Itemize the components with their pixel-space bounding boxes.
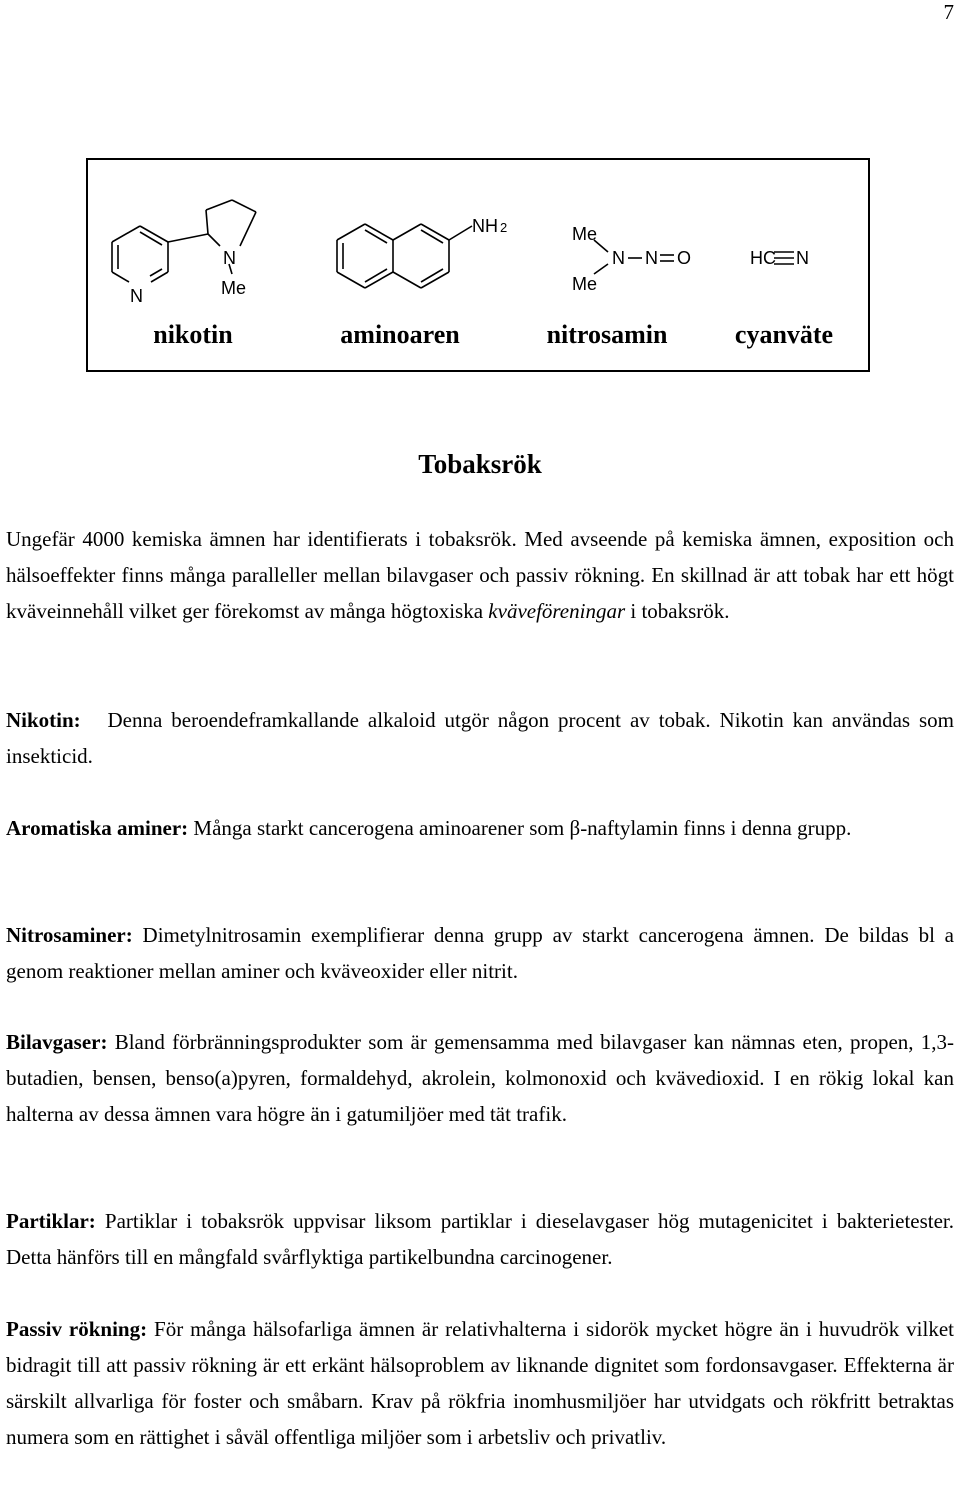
pyrrolidine-n-atom: N bbox=[223, 248, 236, 268]
intro-paragraph bbox=[6, 521, 954, 629]
section-heading: Aromatiska aminer: bbox=[6, 816, 189, 840]
label-cyanvate: cyanväte bbox=[734, 320, 834, 349]
page-title: Tobaksrök bbox=[418, 449, 542, 479]
hcn-hc: HC bbox=[750, 248, 776, 268]
chemical-structures-figure bbox=[86, 158, 870, 372]
intro-italic: kväveföreningar bbox=[488, 599, 626, 623]
section-heading: Partiklar: bbox=[6, 1209, 96, 1233]
amine-n-atom: N bbox=[612, 248, 625, 268]
section-heading: Bilavgaser: bbox=[6, 1030, 108, 1054]
section-nikotin bbox=[6, 702, 954, 774]
section-text: Bland förbränningsprodukter som är gemensamma med bilavgaser kan nämnas eten, propen, 1,3-butadien, bensen, benso(a)pyren, formaldehyd, akrolein, kolmonoxid och kvävedioxid. I en rökig lokal kan halterna av dessa ämnen vara högre än i gatumiljöer med tät trafik. bbox=[6, 1030, 954, 1126]
section-heading: Nikotin: bbox=[6, 708, 81, 732]
pyridine-ring bbox=[112, 226, 168, 282]
hcn-n-atom: N bbox=[796, 248, 809, 268]
section-text: Partiklar i tobaksrök uppvisar liksom partiklar i dieselavgaser hög mutagenicitet i bakterietester. Detta hänförs till en mångfald svårflyktiga partikelbundna carcinogener. bbox=[6, 1209, 955, 1269]
section-text: Denna beroendeframkallande alkaloid utgör någon procent av tobak. Nikotin kan användas som insekticid. bbox=[6, 708, 955, 768]
label-nitrosamin: nitrosamin bbox=[546, 320, 668, 349]
nitroso-n-atom: N bbox=[645, 248, 658, 268]
section-text: Dimetylnitrosamin exemplifierar denna grupp av starkt cancerogena ämnen. De bildas bl a genom reaktioner mellan aminer och kväveoxider eller nitrit. bbox=[6, 923, 955, 983]
page-number: 7 bbox=[943, 0, 954, 24]
label-nikotin: nikotin bbox=[153, 320, 233, 349]
methyl-bottom: Me bbox=[572, 274, 598, 294]
label-aminoaren: aminoaren bbox=[340, 320, 460, 349]
ring-connector-bond bbox=[168, 234, 208, 242]
section-heading: Passiv rökning: bbox=[6, 1317, 148, 1341]
intro-text-1: Ungefär 4000 kemiska ämnen har identifierats i tobaksrök. Med avseende på kemiska ämnen, exposition och hälsoeffekter finns många paralleller mellan bilavgaser och passiv rökning. En skillnad är att tobak har ett högt kväveinnehåll vilket ger förekomst av många högtoxiska bbox=[6, 527, 954, 623]
section-text: Många starkt cancerogena aminoarener som β-naftylamin finns i denna grupp. bbox=[193, 816, 852, 840]
section-heading: Nitrosaminer: bbox=[6, 923, 133, 947]
nicotine-methyl: Me bbox=[221, 278, 247, 298]
section-partiklar bbox=[6, 1203, 954, 1275]
section-nitrosaminer bbox=[6, 917, 954, 989]
intro-text-2: i tobaksrök. bbox=[630, 599, 730, 623]
methyl-top: Me bbox=[572, 224, 598, 244]
hcn-triple-bond bbox=[774, 252, 794, 264]
section-aromatiska-aminer bbox=[6, 810, 954, 846]
pyridine-n-atom: N bbox=[130, 286, 143, 306]
section-text: För många hälsofarliga ämnen är relativhalterna i sidorök mycket högre än i huvudrök vilket bidragit till att passiv rökning är ett erkänt hälsoproblem av liknande dignitet som fordonsavgaser. Effekterna är särskilt allvarliga för foster och småbarn. Krav på rökfria inomhusmiljöer har utvidgats och rökfritt betraktas numera som en rättighet i såväl offentliga miljöer som i arbetsliv och privatliv. bbox=[6, 1317, 955, 1449]
nh2-group: NH 2 bbox=[472, 216, 508, 236]
section-passiv-rokning bbox=[6, 1311, 954, 1455]
nitroso-o-atom: O bbox=[677, 248, 692, 268]
naphthalene-rings bbox=[337, 224, 472, 288]
nitrosamine-bonds bbox=[594, 240, 674, 274]
section-bilavgaser bbox=[6, 1024, 954, 1132]
